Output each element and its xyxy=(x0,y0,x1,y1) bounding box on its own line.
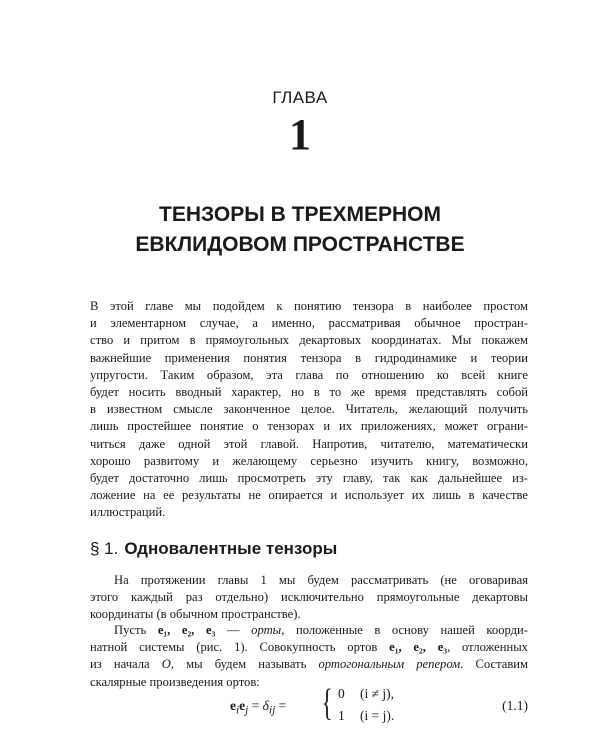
equation-lhs xyxy=(230,698,286,717)
term-orthogonal-frame: ортогональным репером xyxy=(318,657,461,672)
text-line: координаты (в обычном пространстве). xyxy=(90,607,301,622)
text-line: этого каждый раз отдельно) исключительно прямоугольные декартовы xyxy=(90,590,528,605)
vector-e: e xyxy=(239,698,246,713)
case-condition: (i ≠ j), xyxy=(360,686,395,701)
origin-symbol: O xyxy=(161,657,171,672)
equation-number: (1.1) xyxy=(502,698,528,713)
case-value: 0 xyxy=(338,686,345,701)
section-number: § 1. xyxy=(90,539,119,558)
text-fragment: из начала xyxy=(90,657,162,672)
chapter-label: ГЛАВА xyxy=(272,88,328,107)
equals-sign: = xyxy=(248,698,263,713)
case-condition: (i = j). xyxy=(360,708,395,723)
text-line: будет носить вводный характер, но в то же время представлять собой xyxy=(90,385,528,400)
index-i: i xyxy=(236,704,240,717)
text-fragment: натной системы (рис. 1). Совокупность ортов xyxy=(90,640,390,655)
index-ij: ij xyxy=(268,704,276,717)
text-line: ложение на ее результаты не опирается и использует их лишь в качестве xyxy=(90,488,528,503)
paragraph-1 xyxy=(90,572,528,624)
intro-paragraph xyxy=(90,298,528,522)
chapter-title-line: ТЕНЗОРЫ В ТРЕХМЕРНОМ xyxy=(159,203,441,226)
equals-sign: = xyxy=(275,698,287,713)
text-fragment: . Составим xyxy=(460,657,528,672)
text-line: упругости. Таким образом, эта глава по отношению ко всей книге xyxy=(90,367,528,382)
text-fragment: — xyxy=(215,623,252,637)
vector-e: e xyxy=(230,698,236,713)
chapter-title xyxy=(0,200,600,260)
text-line: хорошо развитому и желающему серьезно изучить книгу, возможно, xyxy=(90,453,528,468)
text-fragment: , мы будем называть xyxy=(170,657,319,672)
text-line: в известном смысле законченное целое. Читатель, желающий получить xyxy=(90,402,528,417)
left-brace: { xyxy=(321,682,333,724)
text-line: будет достаточно лишь просмотреть эту главу, так как дальнейшее из- xyxy=(90,471,528,486)
section-heading xyxy=(90,538,337,560)
text-line: На протяжении главы 1 мы будем рассматривать (не оговаривая xyxy=(114,573,528,587)
text-line: и элементарном случае, а именно, рассматривая обычное простран- xyxy=(90,316,528,331)
text-line: скалярные произведения ортов: xyxy=(90,674,260,689)
text-line: В этой главе мы подойдем к понятию тензора в наиболее простом xyxy=(90,299,528,313)
paragraph-2 xyxy=(90,622,528,691)
equation-case-2 xyxy=(338,708,395,724)
text-line: иллюстраций. xyxy=(90,505,166,520)
unit-vectors: e₁, e₂, e₃ xyxy=(157,623,216,637)
text-line: лишь простейшее понятие о тензорах и их приложениях, может ограни- xyxy=(90,419,528,434)
text-line: важнейшие применения понятия тензора в гидродинамике и теории xyxy=(90,350,528,365)
kronecker-delta: δ xyxy=(262,698,269,713)
text-fragment: Пусть xyxy=(114,623,158,637)
chapter-number: 1 xyxy=(289,110,311,159)
text-line xyxy=(90,622,528,639)
equation-case-1 xyxy=(338,686,395,702)
index-j: j xyxy=(245,704,249,717)
text-fragment: , отложенных xyxy=(447,640,528,655)
text-line xyxy=(90,639,528,656)
text-line xyxy=(90,656,528,673)
text-fragment: , положенные в основу нашей коорди- xyxy=(281,623,528,637)
case-value: 1 xyxy=(338,708,345,723)
text-line: читься даже одной этой главой. Напротив, читателю, математически xyxy=(90,436,528,451)
equation-1-1 xyxy=(90,684,528,730)
term-orts: орты xyxy=(251,623,282,637)
unit-vectors: e₁, e₂, e₃ xyxy=(389,640,448,655)
chapter-title-line: ЕВКЛИДОВОМ ПРОСТРАНСТВЕ xyxy=(135,233,465,256)
section-title: Одновалентные тензоры xyxy=(124,539,338,558)
text-line: ство и притом в прямоугольных декартовых координатах. Мы покажем xyxy=(90,333,528,348)
